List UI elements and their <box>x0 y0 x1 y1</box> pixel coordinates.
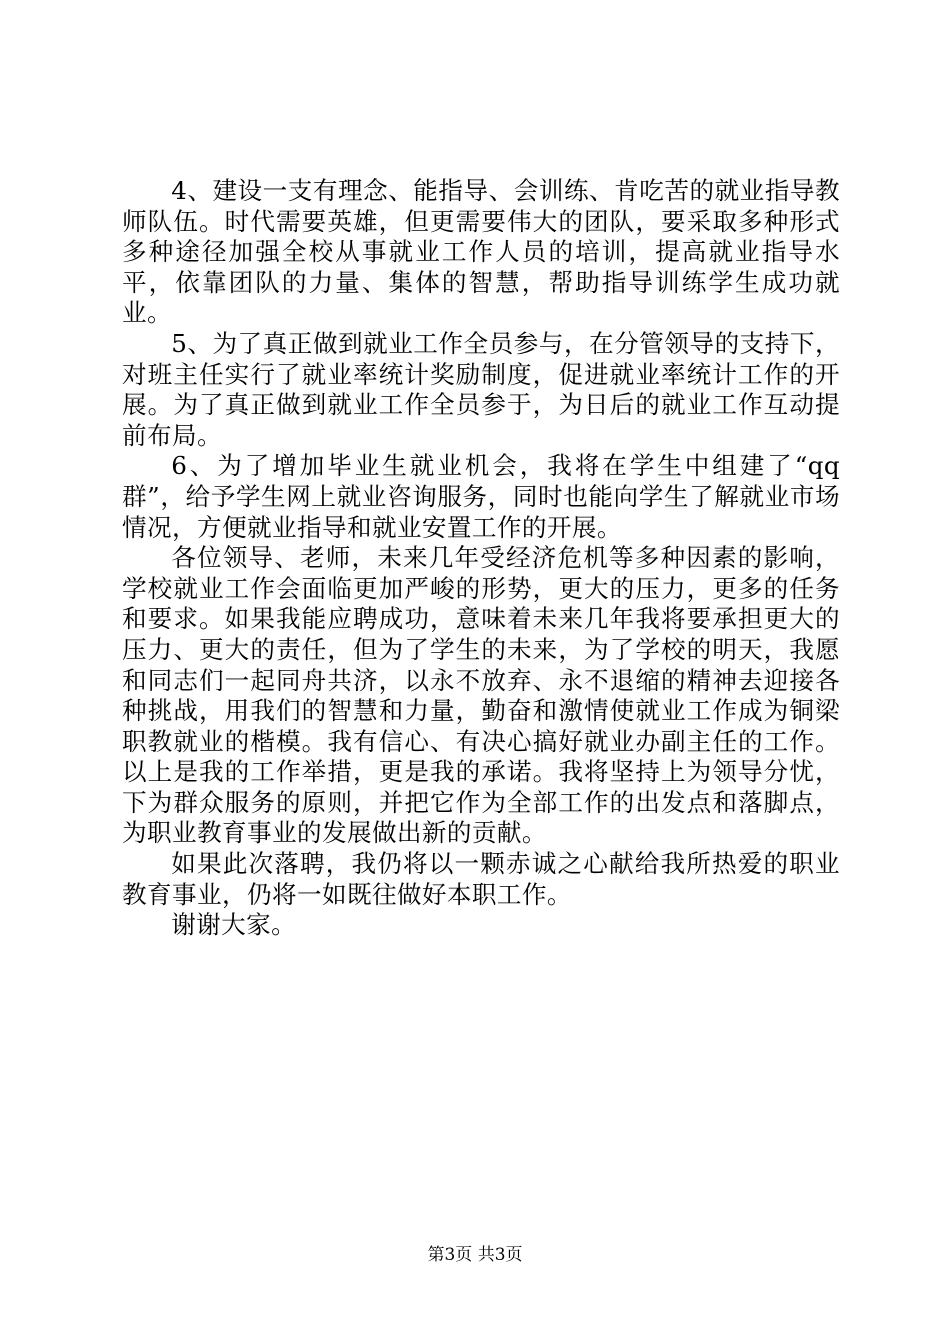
document-body <box>122 176 840 941</box>
paragraph-closing-outlook: 各位领导、老师，未来几年受经济危机等多种因素的影响，学校就业工作会面临更加严峻的形势，更大的压力，更多的任务和要求。如果我能应聘成功，意味着未来几年我将要承担更大的压力、更大的责任，但为了学生的未来，为了学校的明天，我愿和同志们一起同舟共济，以永不放弃、永不退缩的精神去迎接各种挑战，用我们的智慧和力量，勤奋和激情使就业工作成为铜梁职教就业的楷模。我有信心、有决心搞好就业办副主任的工作。以上是我的工作举措，更是我的承诺。我将坚持上为领导分忧，下为群众服务的原则，并把它作为全部工作的出发点和落脚点，为职业教育事业的发展做出新的贡献。 <box>122 543 840 848</box>
page-number: 第3页 共3页 <box>427 1245 523 1265</box>
page-footer <box>0 1244 950 1266</box>
paragraph-thanks: 谢谢大家。 <box>171 910 297 940</box>
paragraph-closing-commitment: 如果此次落聘，我仍将以一颗赤诚之心献给我所热爱的职业教育事业，仍将一如既往做好本职工作。 <box>122 849 840 909</box>
paragraph-item-6: 6、为了增加毕业生就业机会，我将在学生中组建了“qq群”，给予学生网上就业咨询服务，同时也能向学生了解就业市场情况，方便就业指导和就业安置工作的开展。 <box>122 451 840 542</box>
paragraph-item-5: 5、为了真正做到就业工作全员参与，在分管领导的支持下，对班主任实行了就业率统计奖励制度，促进就业率统计工作的开展。为了真正做到就业工作全员参于，为日后的就业工作互动提前布局。 <box>122 328 840 450</box>
paragraph-item-4: 4、建设一支有理念、能指导、会训练、肯吃苦的就业指导教师队伍。时代需要英雄，但更需要伟大的团队，要采取多种形式多种途径加强全校从事就业工作人员的培训，提高就业指导水平，依靠团队的力量、集体的智慧，帮助指导训练学生成功就业。 <box>122 176 840 328</box>
